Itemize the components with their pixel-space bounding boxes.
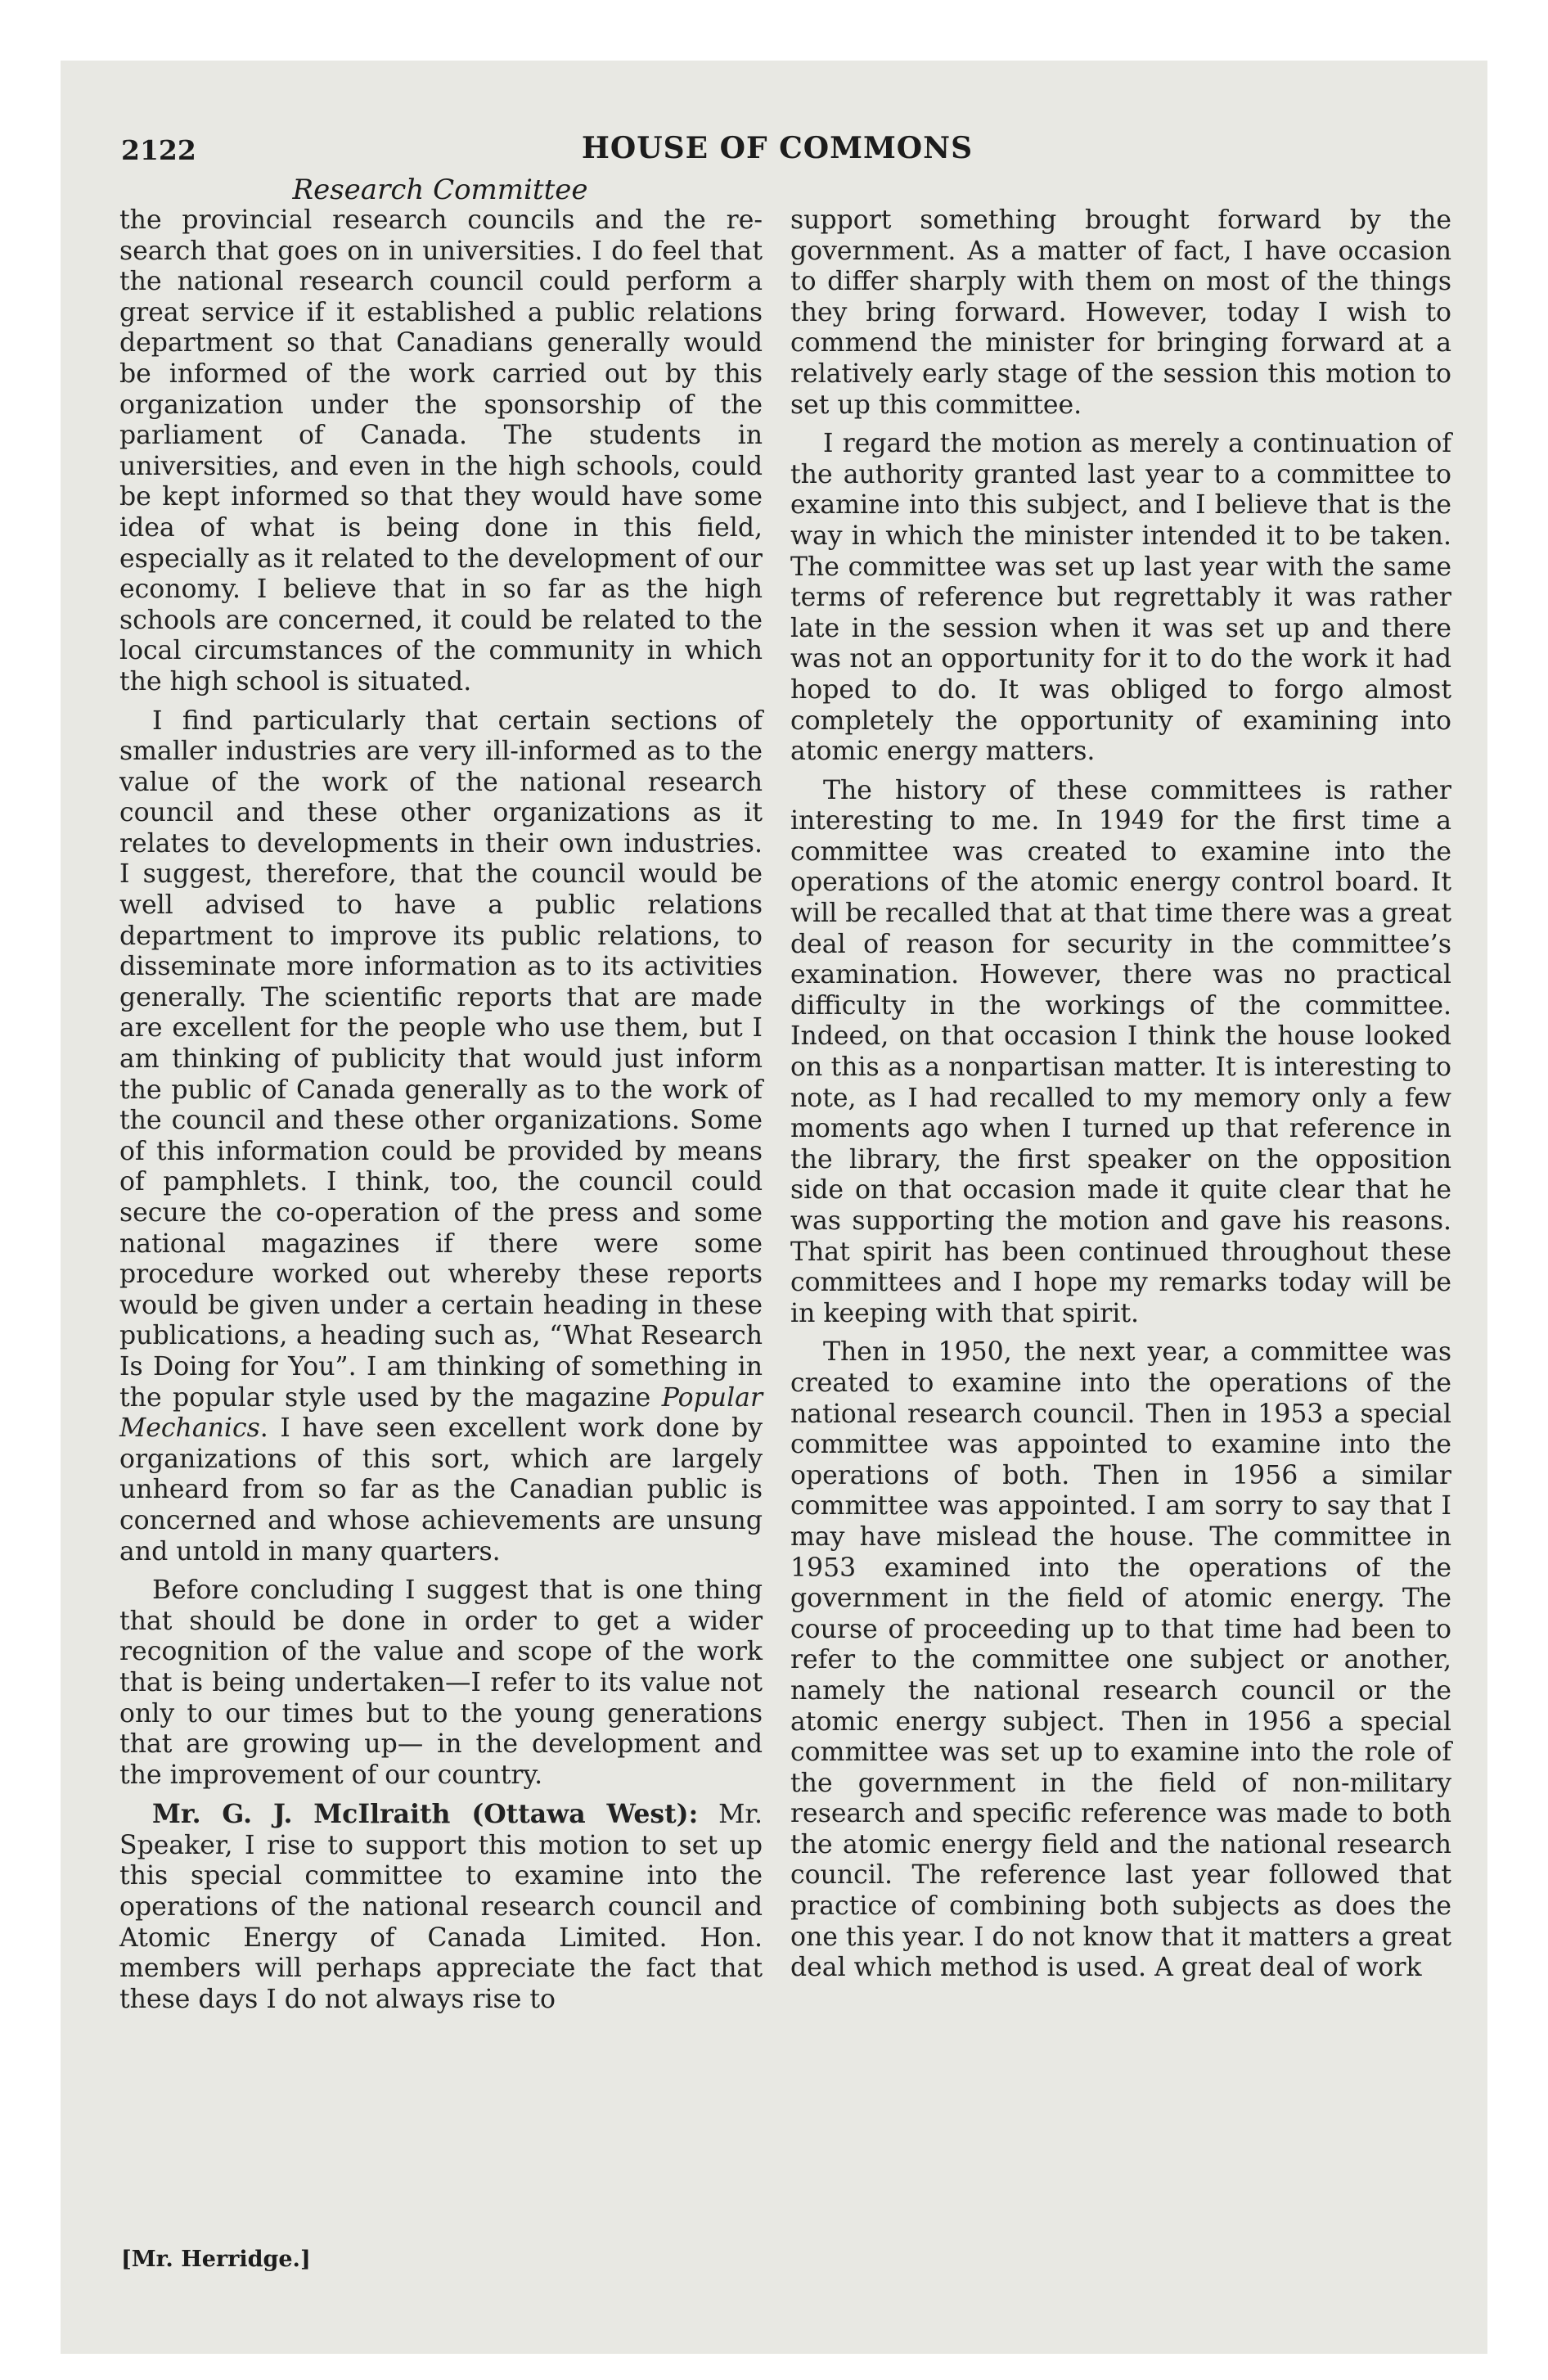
left-paragraph-1: the provincial research councils and the research that goes on in universities. I do feel that the national research council could perform a great service if it established a public relations department so that Canadians generally would be informed of the work carried out by this organization under the sponsorship of the parliament of Canada. The students in universities, and even in the high schools, could be kept informed so that they would have some idea of what is being done in this field, especially as it related to the development of our economy. I believe that in so far as the high schools are concerned, it could be related to the local circumstances of the community in which the high school is situated. [119,205,763,696]
right-paragraph-3: The history of these committees is rather interesting to me. In 1949 for the first time a committee was created to examine into the operations of the atomic energy control board. It will be recalled that at that time there was a great deal of reason for security in the committee’s examination. However, there was no practical difficulty in the workings of the committee. Indeed, on that occasion I think the house looked on this as a nonpartisan matter. It is interesting to note, as I had recalled to my memory only a few moments ago when I turned up that reference in the library, the first speaker on the opposition side on that occasion made it quite clear that he was supporting the motion and gave his reasons. That spirit has been continued throughout these committees and I hope my remarks today will be in keeping with that spirit. [790,775,1451,1328]
left-paragraph-2 [119,706,763,1568]
speaker-name: Mr. G. J. McIlraith (Ottawa West): [152,1799,699,1830]
left-paragraph-3: Before concluding I suggest that is one thing that should be done in order to get a wider recognition of the value and scope of the work that is being undertaken—I refer to its value not only to our times but to the young generations that are growing up— in the development and the improvement of our country. [119,1575,763,1790]
speaker-footnote: [Mr. Herridge.] [121,2247,311,2272]
page-number: 2122 [121,134,196,166]
right-paragraph-2: I regard the motion as merely a continuation of the authority granted last year to a committee to examine into this subject, and I believe that is the way in which the minister intended it to be taken. The committee was set up last year with the same terms of reference but regrettably it was rather late in the session when it was set up and there was not an opportunity for it to do the work it had hoped to do. It was obliged to forgo almost completely the opportunity of examining into atomic energy matters. [790,429,1451,767]
left-paragraph-2-text: I find particularly that certain sections of smaller industries are very ill-informed as to the value of the work of the national research council and these other organizations as it relates to developments in their own industries. I suggest, therefore, that the council would be well advised to have a public relations department to improve its public relations, to disseminate more information as to its activities generally. The scientific reports that are made are excellent for the people who use them, but I am thinking of publicity that would just inform the public of Canada generally as to the work of the council and these other organizations. Some of this information could be provided by means of pamphlets. I think, too, the council could secure the co-operation of the press and some national magazines if there were some procedure worked out whereby these reports would be given under a certain heading in these publications, a heading such as, “What Research Is Doing for You”. I am thinking of something in the popular style used by the magazine [119,705,763,1413]
left-paragraph-2-end: . I have seen excellent work done by organizations of this sort, which are largely unheard from so far as the Canadian public is concerned and whose achievements are unsung and untold in many quarters. [119,1413,763,1566]
right-paragraph-1: support something brought forward by the government. As a matter of fact, I have occasion to differ sharply with them on most of the things they bring forward. However, today I wish to commend the minister for bringing forward at a relatively early stage of the session this motion to set up this committee. [790,205,1451,420]
page-header: HOUSE OF COMMONS [581,131,974,165]
left-column [119,205,763,2023]
right-paragraph-4: Then in 1950, the next year, a committee was created to examine into the operations of the national research council. Then in 1953 a special committee was appointed to examine into the operations of both. Then in 1956 a similar committee was appointed. I am sorry to say that I may have mislead the house. The committee in 1953 examined into the operations of the government in the field of atomic energy. The course of proceeding up to that time had been to refer to the committee one subject or another, namely the national research council or the atomic energy subject. Then in 1956 a special committee was set up to examine into the role of the government in the field of non-military research and specific reference was made to both the atomic energy field and the national research council. The reference last year followed that practice of combining both subjects as does the one this year. I do not know that it matters a great deal which method is used. A great deal of work [790,1337,1451,1983]
magazine-title: Popular Mechanics [119,1382,763,1444]
right-column [790,205,1451,1992]
section-subheader: Research Committee [292,174,588,206]
left-paragraph-4 [119,1799,763,2015]
left-paragraph-4-text: Mr. Speaker, I rise to support this motion to set up this special committee to examine into the operations of the national research council and Atomic Energy of Canada Limited. Hon. members will perhaps appreciate the fact that these days I do not always rise to [119,1800,763,2014]
